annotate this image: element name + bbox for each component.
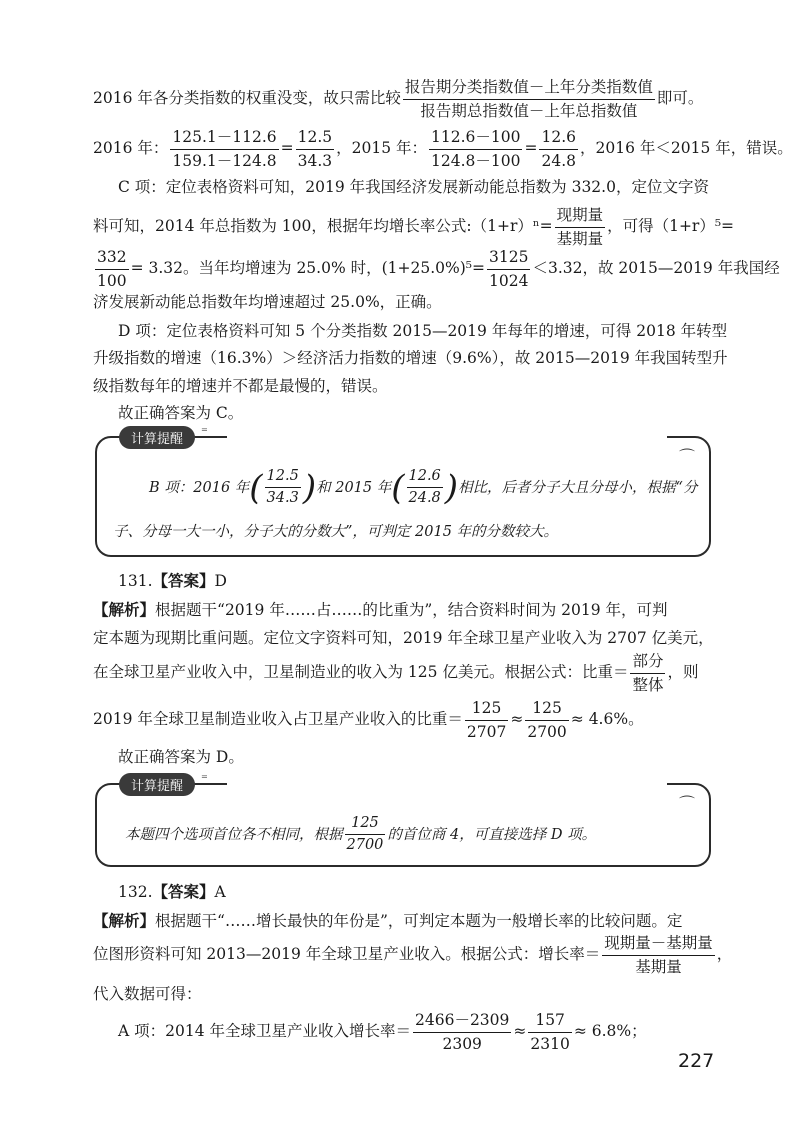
q131-line4: 2019 年全球卫星制造业收入占卫星产业收入的比重＝ $\frac{125}{2707}$ ≈ $\frac{125}{2700}$ ≈ 4.6%。 <box>93 699 644 741</box>
calc-tip-box <box>95 772 711 867</box>
answer-d: 故正确答案为 D。 <box>118 748 244 766</box>
q132-line3: 代入数据可得： <box>93 985 202 1003</box>
fraction: $\frac{12.6}{24.8}$ <box>408 468 441 507</box>
corner-mark-icon: ⌒ <box>678 794 695 813</box>
fraction: $\frac{12.5}{34.3}$ <box>297 128 333 170</box>
calc-tip-label: 计算提醒 <box>119 773 195 796</box>
fraction: $\frac{332}{100}$ <box>97 248 127 290</box>
q131-line1: 【解析】根据题干“2019 年……占……的比重为”，结合资料时间为 2019 年，可判 <box>93 600 668 619</box>
tip1-line1: B 项：2016 年( $\frac{12.5}{34.3}$ )和 2015 年( $\frac{12.6}{24.8}$ )相比，后者分子大且分母小，根据“分 <box>149 467 698 508</box>
fraction: $\frac{112.6-100}{124.8-100}$ <box>431 128 521 170</box>
page-number: 227 <box>678 1050 715 1072</box>
item-d-line1: D 项：定位表格资料可知 5 个分类指数 2015—2019 年每年的增速，可得 2018 年转型 <box>118 322 728 340</box>
sparkle-icon: ⁼ <box>201 772 208 787</box>
fraction: $\frac{12.6}{24.8}$ <box>541 128 576 170</box>
item-c-line4: 济发展新动能总指数年均增速超过 25.0%，正确。 <box>93 293 442 311</box>
q132-answer: 132.【答案】A <box>118 882 226 901</box>
calc-2016-2015: 2016 年： $\frac{125.1-112.6}{159.1-124.8}$ = $\frac{12.5}{34.3}$ ，2015 年： $\frac{112.6-100}{124.8-100}$ = $\frac{12.6}{24.8}$ ，2016 年＜2015 年，错误。 <box>93 128 793 170</box>
tip1-line2: 子、分母一大一小，分子大的分数大”，可判定 2015 年的分数较大。 <box>113 524 559 540</box>
item-c-line1: C 项：定位表格资料可知，2019 年我国经济发展新动能总指数为 332.0，定位文字资 <box>118 178 709 196</box>
q131-answer: 131.【答案】D <box>118 571 227 590</box>
q132-line2: 位图形资料可知 2013—2019 年全球卫星产业收入。根据公式：增长率＝ $\frac{\text{现期量－基期量}}{\text{基期量}}$ ， <box>93 934 733 976</box>
fraction: $\frac{12.5}{34.3}$ <box>266 468 299 507</box>
fraction: $\frac{\text{报告期分类指数值－上年分类指数值}}{\text{报告期总指数值－上年总指数值}}$ <box>404 78 653 120</box>
calc-tip-box <box>95 425 711 557</box>
fraction: $\frac{\text{部分}}{\text{整体}}$ <box>632 652 664 694</box>
q132-item-a: A 项：2014 年全球卫星产业收入增长率＝ $\frac{2466-2309}{2309}$ ≈ $\frac{157}{2310}$ ≈ 6.8%； <box>118 1011 647 1053</box>
item-c-line2: 料可知，2014 年总指数为 100，根据年均增长率公式:（1+r）ⁿ= $\frac{\text{现期量}}{\text{基期量}}$ ，可得（1+r）⁵= <box>93 206 735 248</box>
corner-mark-icon: ⌒ <box>678 447 695 466</box>
fraction: $\frac{125}{2700}$ <box>346 815 384 854</box>
q132-line1: 【解析】根据题干“……增长最快的年份是”，可判定本题为一般增长率的比较问题。定 <box>93 911 683 930</box>
sparkle-icon: ⁼ <box>201 425 208 440</box>
q131-line2: 定本题为现期比重问题。定位文字资料可知，2019 年全球卫星产业收入为 2707 亿美元， <box>93 629 714 647</box>
calc-tip-label: 计算提醒 <box>119 426 195 449</box>
item-d-line2: 升级指数的增速（16.3%）＞经济活力指数的增速（9.6%），故 2015—2019 年我国转型升 <box>93 349 728 367</box>
fraction: $\frac{125}{2700}$ <box>527 699 567 741</box>
fraction: $\frac{2466-2309}{2309}$ <box>415 1011 510 1053</box>
tip2-line1: 本题四个选项首位各不相同，根据 $\frac{125}{2700}$ 的首位商 4，可直接选择 D 项。 <box>125 815 597 854</box>
item-d-line3: 级指数每年的增速并不都是最慢的，错误。 <box>93 377 388 395</box>
para-weights: 2016 年各分类指数的权重没变，故只需比较 $\frac{\text{报告期分类指数值－上年分类指数值}}{\text{报告期总指数值－上年总指数值}}$ 即可。 <box>93 78 704 120</box>
item-c-line3: $\frac{332}{100}$ = 3.32。当年均增速为 25.0% 时，(1+25.0%)⁵= $\frac{3125}{1024}$ ＜3.32，故 2015—2019 年我国经 <box>97 248 780 290</box>
fraction: $\frac{157}{2310}$ <box>530 1011 570 1053</box>
fraction: $\frac{3125}{1024}$ <box>489 248 529 290</box>
fraction: $\frac{125}{2707}$ <box>466 699 507 741</box>
q131-line3: 在全球卫星产业收入中，卫星制造业的收入为 125 亿美元。根据公式：比重＝ $\frac{\text{部分}}{\text{整体}}$ ，则 <box>93 652 699 694</box>
fraction: $\frac{125.1-112.6}{159.1-124.8}$ <box>172 128 277 170</box>
answer-c: 故正确答案为 C。 <box>118 404 244 422</box>
fraction: $\frac{\text{现期量－基期量}}{\text{基期量}}$ <box>604 934 713 976</box>
fraction: $\frac{\text{现期量}}{\text{基期量}}$ <box>556 206 604 248</box>
